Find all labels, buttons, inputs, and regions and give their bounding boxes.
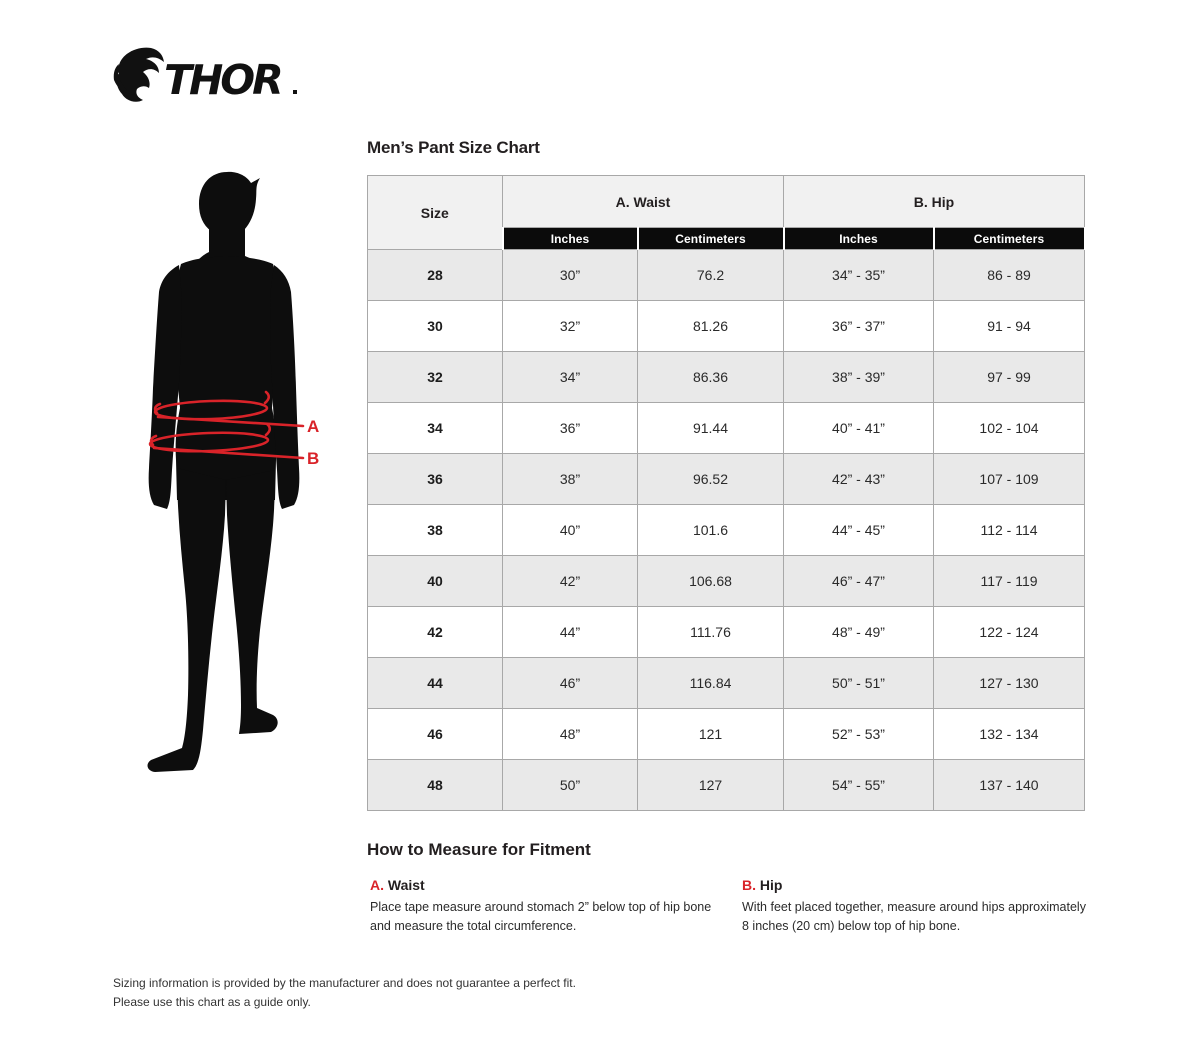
waist-inches-cell: 34” [503, 352, 638, 403]
size-cell: 30 [368, 301, 503, 352]
disclaimer-line-2: Please use this chart as a guide only. [113, 994, 311, 1009]
waist-inches-cell: 46” [503, 658, 638, 709]
how-to-hip-prefix: B. [742, 877, 756, 893]
waist-centimeters-cell: 96.52 [638, 454, 784, 505]
hip-centimeters-cell: 97 - 99 [934, 352, 1085, 403]
hip-label-b: B [307, 449, 320, 468]
hip-centimeters-cell: 127 - 130 [934, 658, 1085, 709]
how-to-hip-text: With feet placed together, measure around hips approximately 8 inches (20 cm) below top of hip bone. [742, 900, 1086, 934]
size-chart-table [367, 175, 1086, 811]
size-cell: 36 [368, 454, 503, 505]
waist-centimeters-cell: 101.6 [638, 505, 784, 556]
thor-logo-graphic [112, 46, 302, 108]
size-cell: 44 [368, 658, 503, 709]
table-body [368, 250, 1085, 811]
table-row [368, 709, 1085, 760]
how-to-hip-label: Hip [759, 877, 783, 893]
how-to-waist-label: Waist [387, 877, 425, 893]
hip-inches-cell: 50” - 51” [784, 658, 934, 709]
hip-centimeters-cell: 86 - 89 [934, 250, 1085, 301]
how-to-hip [742, 877, 1092, 937]
waist-group-header: A. Waist [503, 176, 784, 228]
page-title: Men’s Pant Size Chart [367, 138, 540, 157]
hip-inches-cell: 48” - 49” [784, 607, 934, 658]
waist-inches-cell: 44” [503, 607, 638, 658]
hip-centimeters-cell: 132 - 134 [934, 709, 1085, 760]
disclaimer-line-1: Sizing information is provided by the manufacturer and does not guarantee a perfect fit. [113, 976, 576, 990]
hip-centimeters-cell: 117 - 119 [934, 556, 1085, 607]
hip-centimeters-header: Centimeters [934, 228, 1085, 250]
waist-inches-cell: 32” [503, 301, 638, 352]
size-column-header: Size [368, 176, 503, 250]
table-row [368, 454, 1085, 505]
waist-label-a: A [307, 417, 320, 436]
hip-centimeters-cell: 102 - 104 [934, 403, 1085, 454]
hip-centimeters-cell: 122 - 124 [934, 607, 1085, 658]
table-row [368, 250, 1085, 301]
waist-inches-cell: 30” [503, 250, 638, 301]
waist-centimeters-header: Centimeters [638, 228, 784, 250]
size-cell: 40 [368, 556, 503, 607]
how-to-waist-text: Place tape measure around stomach 2” below top of hip bone and measure the total circumference. [370, 900, 712, 934]
waist-inches-cell: 42” [503, 556, 638, 607]
waist-inches-cell: 36” [503, 403, 638, 454]
how-to-waist-prefix: A. [370, 877, 384, 893]
hip-inches-cell: 44” - 45” [784, 505, 934, 556]
goat-head-icon [117, 48, 164, 102]
table-row [368, 403, 1085, 454]
waist-inches-cell: 48” [503, 709, 638, 760]
hip-centimeters-cell: 107 - 109 [934, 454, 1085, 505]
group-header-row [368, 176, 1085, 228]
hip-group-header: B. Hip [784, 176, 1085, 228]
waist-centimeters-cell: 86.36 [638, 352, 784, 403]
how-to-heading: How to Measure for Fitment [367, 840, 591, 859]
how-to-waist [370, 877, 720, 937]
size-cell: 32 [368, 352, 503, 403]
hip-centimeters-cell: 112 - 114 [934, 505, 1085, 556]
hip-inches-cell: 52” - 53” [784, 709, 934, 760]
waist-inches-header: Inches [503, 228, 638, 250]
body-silhouette-graphic [133, 168, 343, 780]
hip-inches-cell: 42” - 43” [784, 454, 934, 505]
waist-inches-cell: 50” [503, 760, 638, 811]
thor-logo [112, 46, 302, 108]
table-row [368, 352, 1085, 403]
hip-inches-cell: 38” - 39” [784, 352, 934, 403]
size-cell: 48 [368, 760, 503, 811]
hip-inches-cell: 34” - 35” [784, 250, 934, 301]
waist-centimeters-cell: 106.68 [638, 556, 784, 607]
waist-centimeters-cell: 127 [638, 760, 784, 811]
table-row [368, 607, 1085, 658]
waist-inches-cell: 38” [503, 454, 638, 505]
measurement-figure [133, 168, 343, 780]
waist-centimeters-cell: 116.84 [638, 658, 784, 709]
svg-text:THOR: THOR [164, 56, 281, 104]
size-cell: 38 [368, 505, 503, 556]
hip-inches-cell: 36” - 37” [784, 301, 934, 352]
hip-inches-cell: 46” - 47” [784, 556, 934, 607]
waist-centimeters-cell: 81.26 [638, 301, 784, 352]
silhouette-left-leg [148, 468, 226, 772]
hip-centimeters-cell: 91 - 94 [934, 301, 1085, 352]
waist-inches-cell: 40” [503, 505, 638, 556]
hip-inches-cell: 54” - 55” [784, 760, 934, 811]
hip-inches-cell: 40” - 41” [784, 403, 934, 454]
hip-inches-header: Inches [784, 228, 934, 250]
disclaimer [113, 974, 576, 1011]
size-cell: 28 [368, 250, 503, 301]
waist-centimeters-cell: 76.2 [638, 250, 784, 301]
table-row [368, 760, 1085, 811]
silhouette-right-leg [226, 470, 278, 734]
waist-centimeters-cell: 91.44 [638, 403, 784, 454]
table-row [368, 505, 1085, 556]
waist-centimeters-cell: 121 [638, 709, 784, 760]
hip-centimeters-cell: 137 - 140 [934, 760, 1085, 811]
size-cell: 42 [368, 607, 503, 658]
how-to-waist-title [370, 877, 720, 893]
table-row [368, 658, 1085, 709]
table-row [368, 556, 1085, 607]
how-to-hip-title [742, 877, 1092, 893]
table-row [368, 301, 1085, 352]
size-cell: 46 [368, 709, 503, 760]
size-cell: 34 [368, 403, 503, 454]
waist-centimeters-cell: 111.76 [638, 607, 784, 658]
silhouette-torso [176, 257, 278, 501]
